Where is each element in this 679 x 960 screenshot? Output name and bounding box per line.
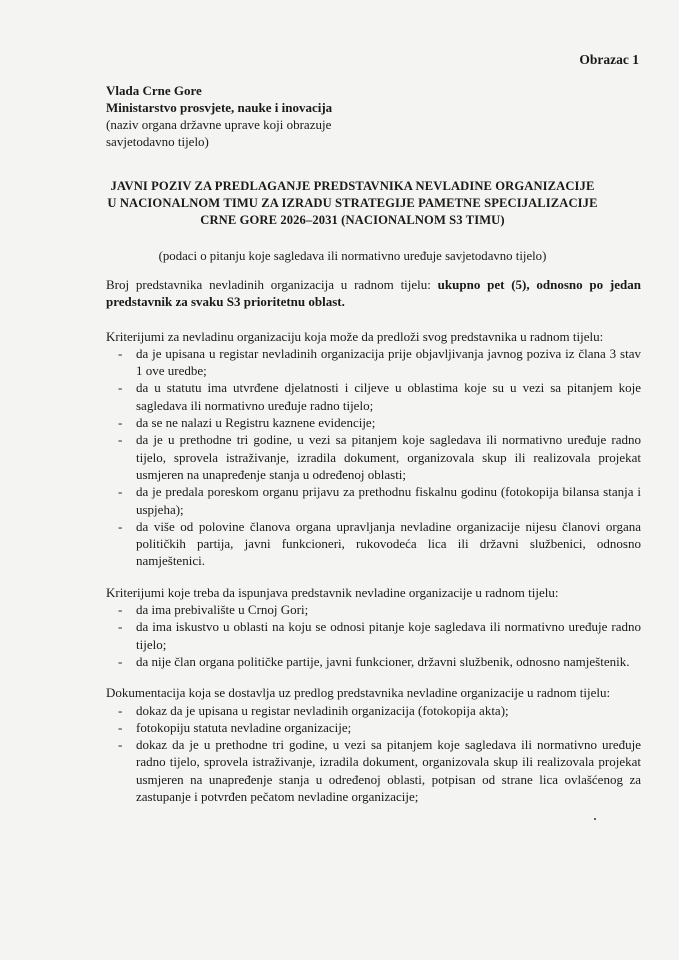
count-value: ukupno pet (5), odnosno po jedan predstavnik za svaku S3 prioritetnu oblast. bbox=[106, 277, 641, 310]
section-heading: Dokumentacija koja se dostavlja uz predlog predstavnika nevladine organizacije u radnom tijelu: bbox=[106, 685, 611, 701]
title-line: CRNE GORE 2026–2031 (NACIONALNOM S3 TIMU) bbox=[200, 213, 505, 227]
section-heading: Kriterijumi koje treba da ispunjava predstavnik nevladine organizacije u radnom tijelu: bbox=[106, 584, 559, 600]
section-documentation bbox=[106, 684, 641, 805]
list-item: - da je upisana u registar nevladinih organizacija prije objavljivanja javnog poziva iz člana 3 stav 1 ove uredbe; bbox=[106, 345, 641, 380]
count-prefix: Broj predstavnika nevladinih organizacija u radnom tijelu: bbox=[106, 277, 438, 292]
list-item: - da je u prethodne tri godine, u vezi sa pitanjem koje sagledava ili normativno uređuje radno tijelo, sprovela istraživanje, izradila dokument, organizovala skup ili realizovala projekat usmjeren na unapređenje stanja u određenoj oblasti; bbox=[106, 431, 641, 483]
list-item: - da u statutu ima utvrđene djelatnosti i ciljeve u oblastima koje su u vezi sa pitanjem koje sagledava ili normativno uređuje radno tijelo; bbox=[106, 379, 641, 414]
list-item: - da se ne nalazi u Registru kaznene evidencije; bbox=[106, 414, 641, 431]
criteria-list bbox=[106, 601, 641, 670]
list-item: - da ima prebivalište u Crnoj Gori; bbox=[106, 601, 641, 618]
list-item: - da je predala poreskom organu prijavu za prethodnu fiskalnu godinu (fotokopija bilansa stanja i uspjeha); bbox=[106, 483, 641, 518]
criteria-list bbox=[106, 345, 641, 570]
list-item: - da nije član organa političke partije, javni funkcioner, državni službenik, odnosno namještenik. bbox=[106, 653, 641, 670]
government-name: Vlada Crne Gore bbox=[106, 83, 202, 98]
title-line: U NACIONALNOM TIMU ZA IZRADU STRATEGIJE PAMETNE SPECIJALIZACIJE bbox=[107, 196, 598, 210]
section-representative-criteria bbox=[106, 584, 641, 670]
organization-note-line1: (naziv organa državne uprave koji obrazuje bbox=[106, 117, 332, 132]
list-item: - dokaz da je upisana u registar nevladinih organizacija (fotokopija akta); bbox=[106, 702, 641, 719]
list-item: - fotokopiju statuta nevladine organizacije; bbox=[106, 719, 641, 736]
document-title bbox=[60, 178, 645, 229]
document-subtitle: (podaci o pitanju koje sagledava ili normativno uređuje savjetodavno tijelo) bbox=[158, 249, 547, 263]
list-item: - da ima iskustvo u oblasti na koju se odnosi pitanje koje sagledava ili normativno uređuje radno tijelo; bbox=[106, 618, 641, 653]
organization-note-line2: savjetodavno tijelo) bbox=[106, 134, 209, 149]
title-line: JAVNI POZIV ZA PREDLAGANJE PREDSTAVNIKA NEVLADINE ORGANIZACIJE bbox=[110, 179, 595, 193]
representative-count bbox=[106, 276, 641, 311]
list-item: - dokaz da je u prethodne tri godine, u vezi sa pitanjem koje sagledava ili normativno uređuje radno tijelo, sprovela istraživanje, izradila dokument, organizovala skup ili realizovala projekat usmjeren na unapređenje stanja u određenoj oblasti, potpisan od strane lica ovlašćenog za zastupanje i potvrđen pečatom nevladine organizacije; bbox=[106, 736, 641, 805]
section-heading: Kriterijumi za nevladinu organizaciju koja može da predloži svog predstavnika u radnom tijelu: bbox=[106, 328, 604, 344]
issuing-organization bbox=[106, 82, 332, 150]
list-item: - da više od polovine članova organa upravljanja nevladine organizacije nijesu članovi organa političkih partija, javni funkcioneri, rukovodeća lica ili državni službenici, odnosno namještenici. bbox=[106, 518, 641, 570]
ministry-name: Ministarstvo prosvjete, nauke i inovacija bbox=[106, 100, 333, 115]
section-organization-criteria bbox=[106, 328, 641, 570]
form-label: Obrazac 1 bbox=[579, 52, 639, 67]
scan-speck bbox=[594, 818, 596, 820]
documentation-list bbox=[106, 702, 641, 806]
document-body bbox=[106, 276, 641, 805]
